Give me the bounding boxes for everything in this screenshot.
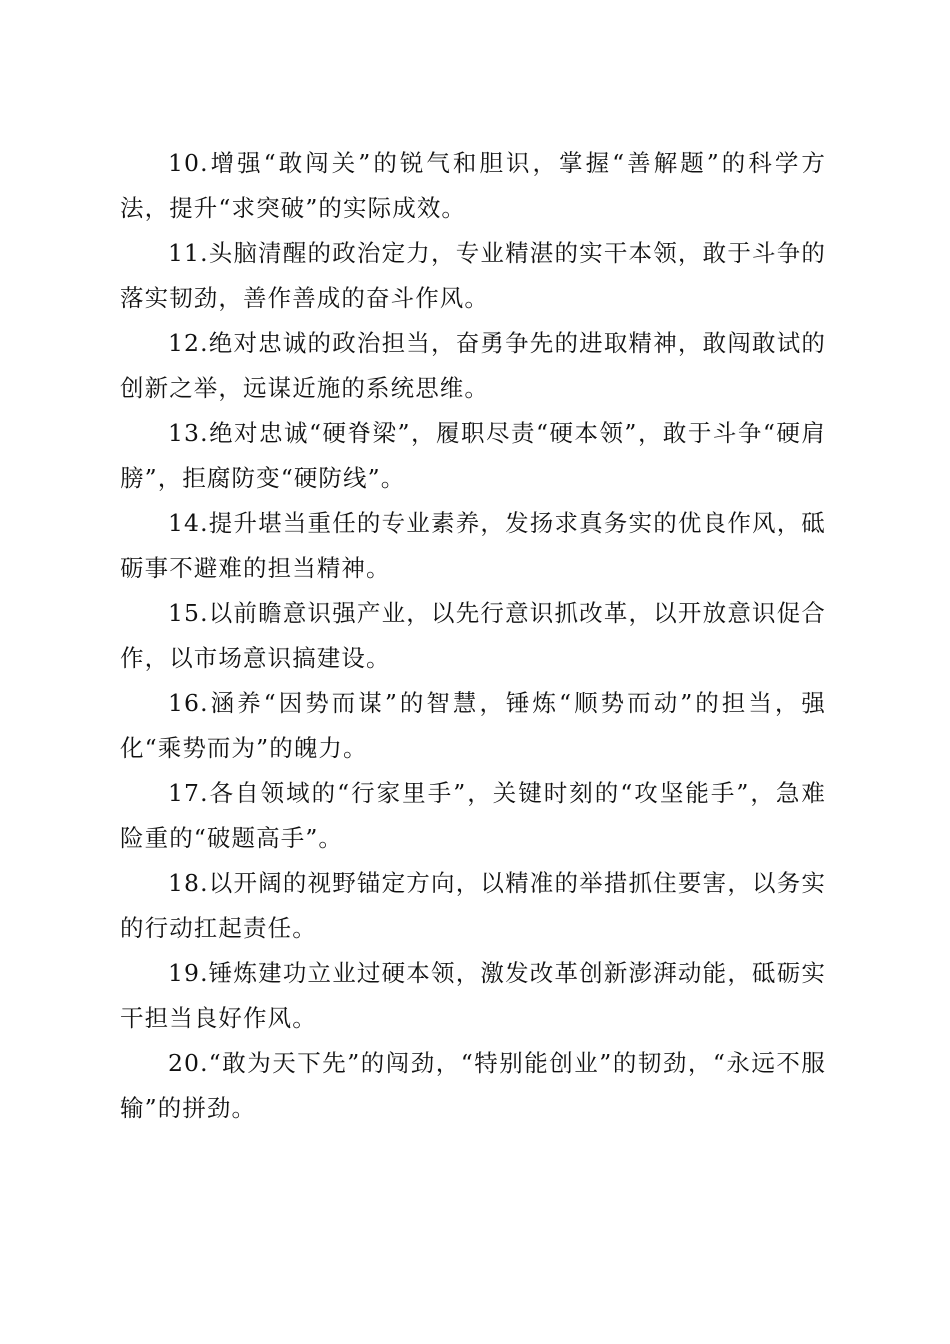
paragraph-13: 13.绝对忠诚“硬脊梁”，履职尽责“硬本领”，敢于斗争“硬肩膀”，拒腐防变“硬防线”。 xyxy=(120,419,826,492)
paragraph-18: 18.以开阔的视野锚定方向，以精准的举措抓住要害，以务实的行动扛起责任。 xyxy=(120,869,826,942)
paragraph-20: 20.“敢为天下先”的闯劲，“特别能创业”的韧劲，“永远不服输”的拼劲。 xyxy=(120,1049,826,1122)
paragraph-11: 11.头脑清醒的政治定力，专业精湛的实干本领，敢于斗争的落实韧劲，善作善成的奋斗作风。 xyxy=(120,239,826,312)
paragraph-14: 14.提升堪当重任的专业素养，发扬求真务实的优良作风，砥砺事不避难的担当精神。 xyxy=(120,509,826,582)
paragraph-16: 16.涵养“因势而谋”的智慧，锤炼“顺势而动”的担当，强化“乘势而为”的魄力。 xyxy=(120,689,826,762)
paragraph-10: 10.增强“敢闯关”的锐气和胆识，掌握“善解题”的科学方法，提升“求突破”的实际成效。 xyxy=(120,149,826,222)
document-body xyxy=(120,141,826,1131)
paragraph-19: 19.锤炼建功立业过硬本领，激发改革创新澎湃动能，砥砺实干担当良好作风。 xyxy=(120,959,826,1032)
paragraph-15: 15.以前瞻意识强产业，以先行意识抓改革，以开放意识促合作，以市场意识搞建设。 xyxy=(120,599,826,672)
paragraph-12: 12.绝对忠诚的政治担当，奋勇争先的进取精神，敢闯敢试的创新之举，远谋近施的系统思维。 xyxy=(120,329,826,402)
paragraph-17: 17.各自领域的“行家里手”，关键时刻的“攻坚能手”，急难险重的“破题高手”。 xyxy=(120,779,826,852)
